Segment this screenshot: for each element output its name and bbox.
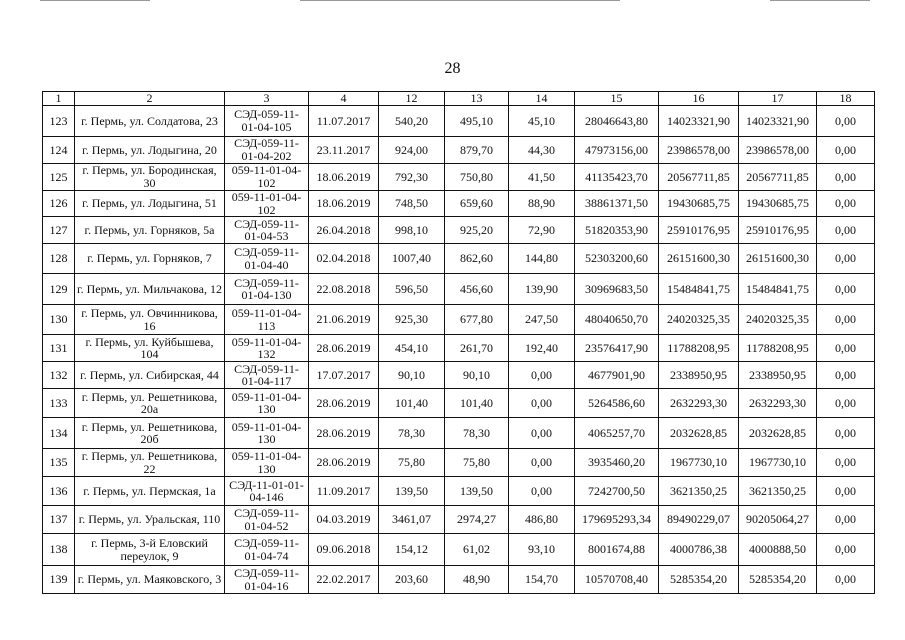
col-12-cell: 139,50 [379,477,445,506]
table-row [43,506,875,534]
col-14-cell: 44,30 [509,137,575,164]
address-cell: г. Пермь, ул. Сибирская, 44 [75,362,225,389]
col-16-cell: 2032628,85 [659,418,739,449]
col-14-cell: 247,50 [509,305,575,335]
col-18-cell: 0,00 [817,566,875,594]
col-18-cell: 0,00 [817,449,875,477]
col-13-cell: 677,80 [445,305,509,335]
row-number-cell: 123 [43,106,75,137]
col-12-cell: 454,10 [379,335,445,362]
document-number-cell: 059-11-01-04-102 [225,164,309,191]
top-rule-right [770,0,870,1]
address-cell: г. Пермь, ул. Овчинникова, 16 [75,305,225,335]
header-cell: 2 [75,92,225,106]
col-16-cell: 14023321,90 [659,106,739,137]
address-cell: г. Пермь, 3-й Еловский переулок, 9 [75,534,225,566]
col-12-cell: 792,30 [379,164,445,191]
col-13-cell: 456,60 [445,274,509,305]
col-17-cell: 2632293,30 [739,389,817,418]
col-15-cell: 179695293,34 [575,506,659,534]
col-16-cell: 19430685,75 [659,191,739,217]
col-14-cell: 0,00 [509,418,575,449]
page-number: 28 [444,60,461,77]
date-cell: 11.09.2017 [309,477,379,506]
col-15-cell: 3935460,20 [575,449,659,477]
col-14-cell: 0,00 [509,362,575,389]
row-number-cell: 124 [43,137,75,164]
col-15-cell: 8001674,88 [575,534,659,566]
col-15-cell: 48040650,70 [575,305,659,335]
col-18-cell: 0,00 [817,305,875,335]
col-13-cell: 495,10 [445,106,509,137]
address-cell: г. Пермь, ул. Куйбышева, 104 [75,335,225,362]
document-number-cell: 059-11-01-04-113 [225,305,309,335]
col-12-cell: 925,30 [379,305,445,335]
address-cell: г. Пермь, ул. Уральская, 110 [75,506,225,534]
col-18-cell: 0,00 [817,274,875,305]
col-15-cell: 23576417,90 [575,335,659,362]
table-header-row [43,92,875,106]
col-12-cell: 1007,40 [379,244,445,274]
row-number-cell: 135 [43,449,75,477]
date-cell: 23.11.2017 [309,137,379,164]
row-number-cell: 136 [43,477,75,506]
col-13-cell: 139,50 [445,477,509,506]
col-17-cell: 2338950,95 [739,362,817,389]
address-cell: г. Пермь, ул. Решетникова, 20б [75,418,225,449]
col-12-cell: 998,10 [379,217,445,244]
col-16-cell: 89490229,07 [659,506,739,534]
header-cell: 15 [575,92,659,106]
col-13-cell: 261,70 [445,335,509,362]
document-number-cell: 059-11-01-04-102 [225,191,309,217]
col-12-cell: 203,60 [379,566,445,594]
col-17-cell: 15484841,75 [739,274,817,305]
col-17-cell: 20567711,85 [739,164,817,191]
address-cell: г. Пермь, ул. Горняков, 7 [75,244,225,274]
header-cell: 17 [739,92,817,106]
row-number-cell: 133 [43,389,75,418]
col-15-cell: 52303200,60 [575,244,659,274]
col-14-cell: 88,90 [509,191,575,217]
col-13-cell: 61,02 [445,534,509,566]
document-number-cell: СЭД-059-11-01-04-130 [225,274,309,305]
col-18-cell: 0,00 [817,506,875,534]
row-number-cell: 127 [43,217,75,244]
col-18-cell: 0,00 [817,534,875,566]
table-row [43,106,875,137]
col-12-cell: 154,12 [379,534,445,566]
document-number-cell: СЭД-059-11-01-04-53 [225,217,309,244]
col-14-cell: 0,00 [509,477,575,506]
col-15-cell: 47973156,00 [575,137,659,164]
header-cell: 12 [379,92,445,106]
top-rule-left [40,0,150,1]
col-16-cell: 26151600,30 [659,244,739,274]
col-14-cell: 41,50 [509,164,575,191]
table-row [43,191,875,217]
col-16-cell: 1967730,10 [659,449,739,477]
date-cell: 04.03.2019 [309,506,379,534]
col-12-cell: 78,30 [379,418,445,449]
col-14-cell: 486,80 [509,506,575,534]
col-18-cell: 0,00 [817,418,875,449]
document-number-cell: СЭД-059-11-01-04-16 [225,566,309,594]
col-13-cell: 78,30 [445,418,509,449]
date-cell: 26.04.2018 [309,217,379,244]
table-row [43,389,875,418]
col-17-cell: 2032628,85 [739,418,817,449]
document-number-cell: 059-11-01-04-130 [225,418,309,449]
col-12-cell: 75,80 [379,449,445,477]
col-13-cell: 48,90 [445,566,509,594]
document-number-cell: СЭД-059-11-01-04-74 [225,534,309,566]
col-17-cell: 19430685,75 [739,191,817,217]
top-rule-middle [300,0,620,1]
col-13-cell: 750,80 [445,164,509,191]
col-16-cell: 11788208,95 [659,335,739,362]
document-number-cell: СЭД-059-11-01-04-117 [225,362,309,389]
table-row [43,362,875,389]
col-17-cell: 3621350,25 [739,477,817,506]
table-row [43,566,875,594]
col-17-cell: 24020325,35 [739,305,817,335]
table-row [43,244,875,274]
row-number-cell: 137 [43,506,75,534]
address-cell: г. Пермь, ул. Лодыгина, 20 [75,137,225,164]
document-number-cell: СЭД-059-11-01-04-105 [225,106,309,137]
row-number-cell: 126 [43,191,75,217]
table-row [43,534,875,566]
col-15-cell: 30969683,50 [575,274,659,305]
address-cell: г. Пермь, ул. Мильчакова, 12 [75,274,225,305]
col-14-cell: 45,10 [509,106,575,137]
col-12-cell: 748,50 [379,191,445,217]
col-16-cell: 2632293,30 [659,389,739,418]
col-15-cell: 5264586,60 [575,389,659,418]
col-13-cell: 879,70 [445,137,509,164]
col-14-cell: 0,00 [509,449,575,477]
col-15-cell: 10570708,40 [575,566,659,594]
header-cell: 4 [309,92,379,106]
header-cell: 16 [659,92,739,106]
date-cell: 09.06.2018 [309,534,379,566]
table-row [43,477,875,506]
col-17-cell: 11788208,95 [739,335,817,362]
col-17-cell: 1967730,10 [739,449,817,477]
document-number-cell: 059-11-01-04-130 [225,389,309,418]
col-18-cell: 0,00 [817,244,875,274]
row-number-cell: 134 [43,418,75,449]
table-row [43,137,875,164]
row-number-cell: 129 [43,274,75,305]
header-cell: 3 [225,92,309,106]
date-cell: 22.02.2017 [309,566,379,594]
header-cell: 1 [43,92,75,106]
row-number-cell: 132 [43,362,75,389]
col-16-cell: 25910176,95 [659,217,739,244]
col-15-cell: 51820353,90 [575,217,659,244]
col-13-cell: 75,80 [445,449,509,477]
col-13-cell: 659,60 [445,191,509,217]
col-18-cell: 0,00 [817,477,875,506]
data-table [42,91,875,594]
date-cell: 02.04.2018 [309,244,379,274]
row-number-cell: 125 [43,164,75,191]
table-row [43,274,875,305]
table-row [43,305,875,335]
address-cell: г. Пермь, ул. Решетникова, 20а [75,389,225,418]
document-number-cell: 059-11-01-04-130 [225,449,309,477]
row-number-cell: 128 [43,244,75,274]
col-12-cell: 924,00 [379,137,445,164]
col-16-cell: 5285354,20 [659,566,739,594]
col-14-cell: 144,80 [509,244,575,274]
col-12-cell: 90,10 [379,362,445,389]
col-16-cell: 2338950,95 [659,362,739,389]
col-12-cell: 3461,07 [379,506,445,534]
col-17-cell: 14023321,90 [739,106,817,137]
col-17-cell: 25910176,95 [739,217,817,244]
col-18-cell: 0,00 [817,217,875,244]
col-13-cell: 90,10 [445,362,509,389]
date-cell: 28.06.2019 [309,449,379,477]
col-17-cell: 4000888,50 [739,534,817,566]
col-18-cell: 0,00 [817,164,875,191]
header-cell: 18 [817,92,875,106]
address-cell: г. Пермь, ул. Пермская, 1а [75,477,225,506]
col-18-cell: 0,00 [817,335,875,362]
col-18-cell: 0,00 [817,362,875,389]
header-cell: 13 [445,92,509,106]
col-16-cell: 3621350,25 [659,477,739,506]
row-number-cell: 131 [43,335,75,362]
table-row [43,449,875,477]
col-15-cell: 4677901,90 [575,362,659,389]
col-15-cell: 41135423,70 [575,164,659,191]
table-row [43,335,875,362]
col-15-cell: 38861371,50 [575,191,659,217]
address-cell: г. Пермь, ул. Решетникова, 22 [75,449,225,477]
document-number-cell: 059-11-01-04-132 [225,335,309,362]
col-15-cell: 28046643,80 [575,106,659,137]
col-17-cell: 26151600,30 [739,244,817,274]
col-14-cell: 154,70 [509,566,575,594]
address-cell: г. Пермь, ул. Солдатова, 23 [75,106,225,137]
col-12-cell: 540,20 [379,106,445,137]
col-18-cell: 0,00 [817,389,875,418]
document-number-cell: СЭД-059-11-01-04-40 [225,244,309,274]
row-number-cell: 130 [43,305,75,335]
header-cell: 14 [509,92,575,106]
col-18-cell: 0,00 [817,191,875,217]
col-17-cell: 90205064,27 [739,506,817,534]
date-cell: 18.06.2019 [309,164,379,191]
document-number-cell: СЭД-059-11-01-04-52 [225,506,309,534]
col-17-cell: 23986578,00 [739,137,817,164]
col-16-cell: 20567711,85 [659,164,739,191]
table-row [43,217,875,244]
col-15-cell: 7242700,50 [575,477,659,506]
col-18-cell: 0,00 [817,106,875,137]
col-16-cell: 23986578,00 [659,137,739,164]
row-number-cell: 138 [43,534,75,566]
col-12-cell: 101,40 [379,389,445,418]
document-number-cell: СЭД-059-11-01-04-202 [225,137,309,164]
col-13-cell: 925,20 [445,217,509,244]
col-18-cell: 0,00 [817,137,875,164]
date-cell: 28.06.2019 [309,389,379,418]
date-cell: 18.06.2019 [309,191,379,217]
row-number-cell: 139 [43,566,75,594]
col-13-cell: 101,40 [445,389,509,418]
date-cell: 28.06.2019 [309,418,379,449]
address-cell: г. Пермь, ул. Лодыгина, 51 [75,191,225,217]
col-16-cell: 15484841,75 [659,274,739,305]
date-cell: 17.07.2017 [309,362,379,389]
table-row [43,164,875,191]
address-cell: г. Пермь, ул. Маяковского, 3 [75,566,225,594]
document-number-cell: СЭД-11-01-01-04-146 [225,477,309,506]
col-16-cell: 24020325,35 [659,305,739,335]
col-14-cell: 192,40 [509,335,575,362]
col-14-cell: 72,90 [509,217,575,244]
date-cell: 28.06.2019 [309,335,379,362]
col-15-cell: 4065257,70 [575,418,659,449]
address-cell: г. Пермь, ул. Горняков, 5а [75,217,225,244]
col-13-cell: 2974,27 [445,506,509,534]
address-cell: г. Пермь, ул. Бородинская, 30 [75,164,225,191]
col-14-cell: 0,00 [509,389,575,418]
col-14-cell: 93,10 [509,534,575,566]
date-cell: 11.07.2017 [309,106,379,137]
date-cell: 21.06.2019 [309,305,379,335]
col-14-cell: 139,90 [509,274,575,305]
col-17-cell: 5285354,20 [739,566,817,594]
col-13-cell: 862,60 [445,244,509,274]
date-cell: 22.08.2018 [309,274,379,305]
table-row [43,418,875,449]
col-16-cell: 4000786,38 [659,534,739,566]
col-12-cell: 596,50 [379,274,445,305]
